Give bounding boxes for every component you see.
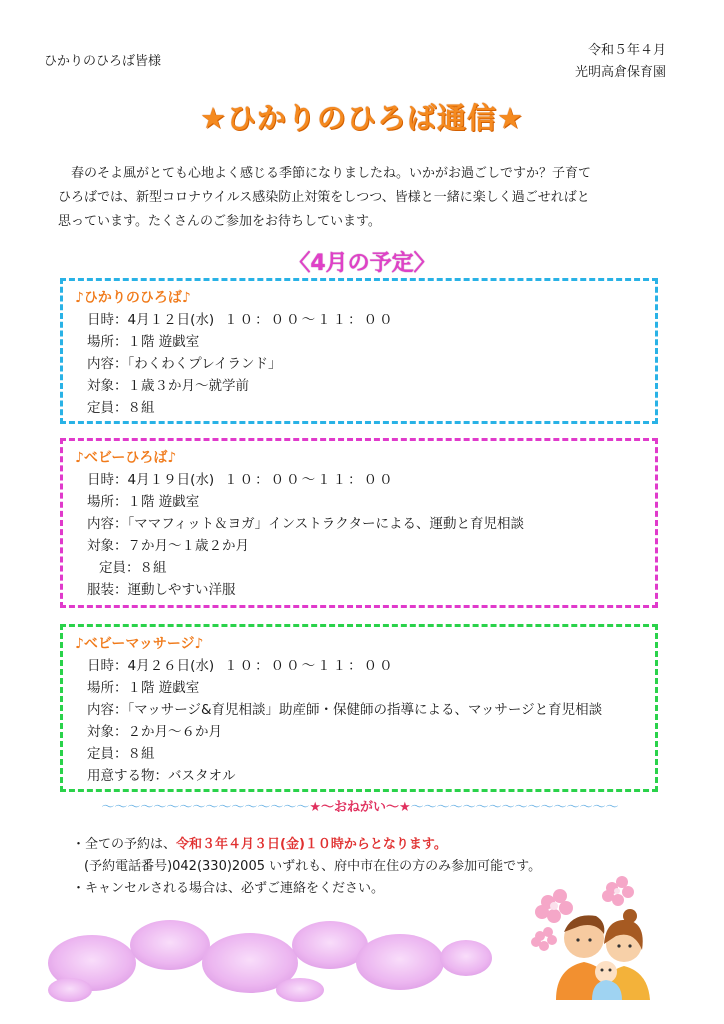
event-content: 内容：「マッサージ&育児相談」助産師・保健師の指導による、マッサージと育児相談 — [87, 702, 603, 718]
wave-left: 〜〜〜〜〜〜〜〜〜〜〜〜〜〜〜〜 — [101, 800, 310, 815]
schedule-heading: 〈4月の予定〉 — [288, 251, 436, 276]
addressee: ひかりのひろば皆様 — [44, 54, 162, 69]
wave-right: 〜〜〜〜〜〜〜〜〜〜〜〜〜〜〜〜 — [410, 800, 619, 815]
event-target: 対象：１歳３か月～就学前 — [87, 378, 249, 394]
intro-line-1: 春のそよ風がとても心地よく感じる季節になりましたね。いかがお過ごしですか？子育て — [71, 166, 592, 181]
event-capacity: 定員：８組 — [87, 746, 155, 762]
issue-date: 令和５年４月 — [587, 43, 666, 58]
note-reservation-date: 令和３年４月３日(金)１０時からとなります。 — [176, 837, 447, 852]
note-cancel: ・キャンセルされる場合は、必ずご連絡をください。 — [72, 881, 385, 896]
event-target: 対象：２か月～６か月 — [87, 724, 222, 740]
event-capacity: 定員：８組 — [99, 560, 167, 576]
intro-line-2: ひろばでは、新型コロナウイルス感染防止対策をしつつ、皆様と一緒に楽しく過ごせればと — [58, 190, 590, 205]
event-capacity: 定員：８組 — [87, 400, 155, 416]
event-target: 対象：７か月～１歳２か月 — [87, 538, 249, 554]
star-icon: ★ — [309, 800, 321, 815]
event-content: 内容：「ママフィット＆ヨガ」インストラクターによる、運動と育児相談 — [87, 516, 524, 532]
bubble-decoration — [48, 920, 492, 1002]
event-date: 日時：4月１９日(水) — [87, 472, 215, 488]
note-reservation-phone: (予約電話番号)042(330)2005 いずれも、府中市在住の方のみ参加可能です。 — [84, 859, 542, 874]
event-time: １０：００～１１：００ — [224, 472, 395, 488]
event-bring-items: 用意する物：バスタオル — [87, 768, 236, 784]
event-date: 日時：4月１２日(水) — [87, 312, 215, 328]
star-icon: ★ — [399, 800, 411, 815]
event-title: ♪ベビーひろば♪ — [75, 450, 177, 466]
event-title: ♪ひかりのひろば♪ — [75, 290, 191, 306]
newsletter-title: ★ひかりのひろば通信★ — [200, 101, 524, 135]
requests-label: ～おねがい～ — [320, 800, 399, 815]
event-place: 場所：１階 遊戯室 — [87, 334, 200, 350]
family-illustration — [556, 909, 650, 1000]
organization-name: 光明高倉保育園 — [574, 65, 666, 80]
event-place: 場所：１階 遊戯室 — [87, 680, 200, 696]
event-time: １０：００～１１：００ — [224, 658, 395, 674]
note-reservation-prefix: ・全ての予約は、 — [72, 837, 177, 852]
intro-line-3: 思っています。たくさんのご参加をお待ちしています。 — [58, 214, 381, 229]
event-content: 内容：「わくわくプレイランド」 — [87, 356, 282, 372]
event-title: ♪ベビーマッサージ♪ — [75, 636, 204, 652]
event-place: 場所：１階 遊戯室 — [87, 494, 200, 510]
event-date: 日時：4月２６日(水) — [87, 658, 215, 674]
event-time: １０：００～１１：００ — [224, 312, 395, 328]
event-clothing: 服装：運動しやすい洋服 — [87, 582, 236, 598]
